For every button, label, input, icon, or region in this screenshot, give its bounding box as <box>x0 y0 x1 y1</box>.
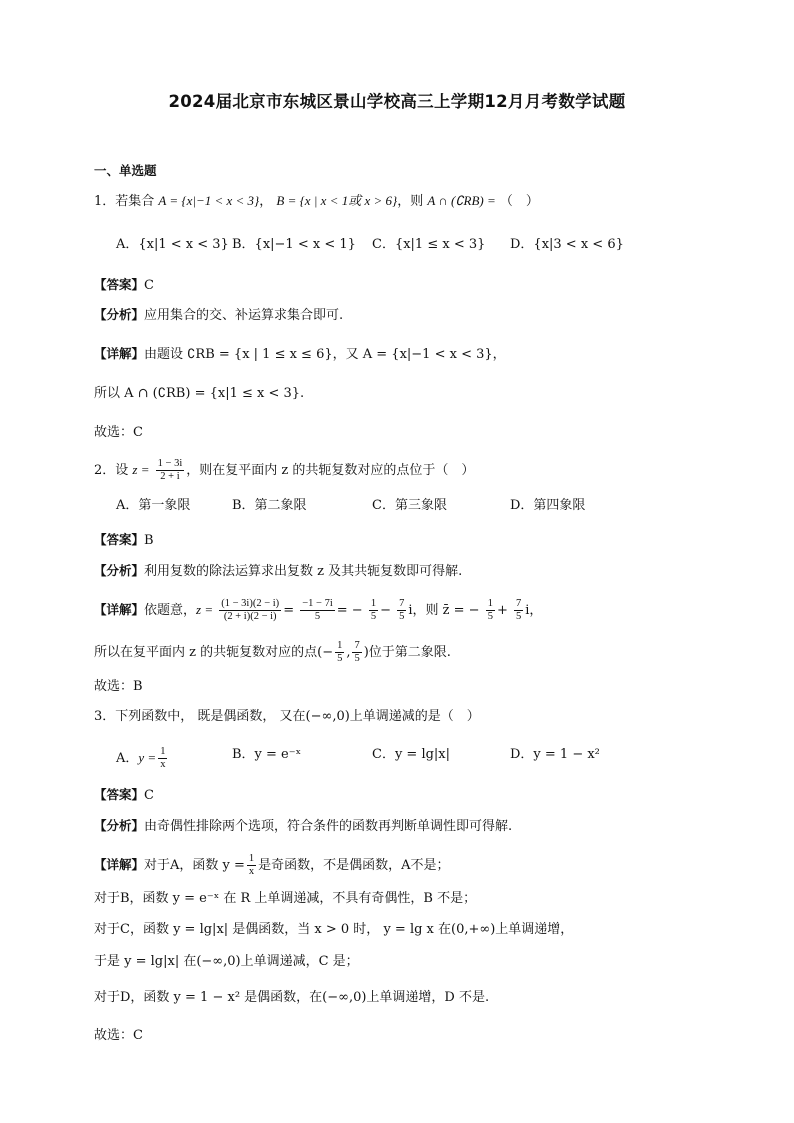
q3-conclusion: 故选：C <box>94 1028 143 1043</box>
q2-analysis <box>94 562 462 581</box>
q2-detail-fraction-1 <box>219 598 281 623</box>
q2-point-comma: , <box>346 645 351 660</box>
q3-option-a-fraction <box>158 746 167 771</box>
detail-text-cont: 是奇函数，不是偶函数，A不是； <box>258 858 450 873</box>
q3-option-c: C．y = lg|x| <box>372 747 451 762</box>
q3-option-b: B．y = e⁻ˣ <box>232 747 302 762</box>
answer-tag: 【答案】 <box>94 787 145 802</box>
minus-sign: − <box>380 603 391 618</box>
q1-detail-line-2: 所以 A ∩ (∁RB) = {x|1 ≤ x < 3}. <box>94 386 305 401</box>
detail-text: 对于A，函数 y = <box>144 858 245 873</box>
q2-option-c: C．第三象限 <box>372 498 447 513</box>
detail-tag: 【详解】 <box>94 346 145 361</box>
fraction-denominator: 5 <box>516 611 522 622</box>
q3-answer <box>94 786 154 805</box>
q1-separator: ， <box>259 194 273 209</box>
answer-value: C <box>144 278 154 293</box>
q3-detail-line-5: 对于D，函数 y = 1 − x² 是偶函数，在(−∞,0)上单调递增，D 不是. <box>94 990 490 1005</box>
q2-stem-suffix: ，则在复平面内 z 的共轭复数对应的点位于（ ） <box>186 463 475 478</box>
answer-tag: 【答案】 <box>94 277 145 292</box>
fraction-numerator: 1 <box>337 640 343 651</box>
q1-stem-suffix: ，则 <box>397 194 424 209</box>
q1-conclusion: 故选：C <box>94 425 143 440</box>
q2-detail-fraction-6 <box>514 598 523 623</box>
q3-analysis <box>94 817 512 836</box>
analysis-text: 由奇偶性排除两个选项，符合条件的函数再判断单调性即可得解. <box>144 819 513 834</box>
q3-option-d: D．y = 1 − x² <box>510 747 600 762</box>
fraction-denominator: 5 <box>354 653 360 664</box>
fraction-numerator: 1 <box>487 598 493 609</box>
fraction-denominator: 5 <box>399 611 405 622</box>
q3-option-a <box>116 746 169 771</box>
section-heading: 一、单选题 <box>94 163 157 178</box>
analysis-text: 利用复数的除法运算求出复数 z 及其共轭复数即可得解. <box>144 564 463 579</box>
q3-detail-line-4: 于是 y = lg|x| 在(−∞,0)上单调递减，C 是； <box>94 954 359 969</box>
option-expression: y = <box>138 750 157 765</box>
fraction-numerator: −1 − 7i <box>302 598 333 609</box>
q1-stem-prefix: 1．若集合 <box>94 194 155 209</box>
answer-value: C <box>144 788 154 803</box>
answer-value: B <box>144 533 154 548</box>
option-label: A． <box>116 751 139 766</box>
q2-detail-line-2 <box>94 640 451 665</box>
q3-detail-line-3: 对于C，函数 y = lg|x| 是偶函数，当 x > 0 时， y = lg x 在(0,+∞)上单调递增， <box>94 922 574 937</box>
q1-analysis <box>94 306 343 325</box>
analysis-text: 应用集合的交、补运算求集合即可. <box>144 308 344 323</box>
plus-sign: + <box>496 603 508 618</box>
question-2-stem <box>94 458 474 483</box>
analysis-tag: 【分析】 <box>94 818 145 833</box>
q3-detail-line-2: 对于B，函数 y = e⁻ˣ 在 R 上单调递减，不具有奇偶性，B 不是； <box>94 891 477 906</box>
q2-detail-fraction-5 <box>486 598 495 623</box>
page-title: 2024届北京市东城区景山学校高三上学期12月月考数学试题 <box>168 92 626 111</box>
fraction-denominator: x <box>160 759 166 770</box>
q2-detail-2-text: 所以在复平面内 z 的共轭复数对应的点 <box>94 645 318 660</box>
q2-z-lhs: z = <box>132 462 150 477</box>
q1-detail <box>94 345 506 364</box>
analysis-tag: 【分析】 <box>94 307 145 322</box>
fraction-numerator: (1 − 3i)(2 − i) <box>221 598 280 609</box>
fraction-numerator: 7 <box>399 598 405 609</box>
q1-expression: A ∩ (∁RB) = <box>427 193 496 208</box>
q1-option-a: A．{x|1 < x < 3} <box>116 237 229 252</box>
fraction-numerator: 7 <box>516 598 522 609</box>
q2-detail-conjugate: i，则 z̄ = − <box>408 603 480 618</box>
q2-fraction <box>156 458 185 483</box>
fraction-denominator: x <box>248 866 255 877</box>
q3-detail <box>94 853 450 878</box>
answer-tag: 【答案】 <box>94 532 145 547</box>
equals-sign: = − <box>336 603 363 618</box>
detail-tag: 【详解】 <box>94 602 145 617</box>
q1-option-d: D．{x|3 < x < 6} <box>510 237 624 252</box>
q3-detail-fraction <box>247 853 256 878</box>
q1-set-a: A = {x|−1 < x < 3} <box>158 193 260 208</box>
fraction-numerator: 7 <box>354 640 360 651</box>
detail-text: 依题意， <box>144 603 197 618</box>
detail-tag: 【详解】 <box>94 857 145 872</box>
fraction-denominator: 5 <box>370 611 377 622</box>
q2-detail-z: z = <box>196 602 214 617</box>
q2-detail-fraction-2 <box>300 598 335 623</box>
fraction-denominator: 5 <box>337 653 343 664</box>
q2-answer <box>94 531 154 550</box>
q2-option-d: D．第四象限 <box>510 498 586 513</box>
q2-option-b: B．第二象限 <box>232 498 307 513</box>
question-1-stem <box>94 192 539 211</box>
analysis-tag: 【分析】 <box>94 563 145 578</box>
detail-text: 由题设 ∁RB = {x | 1 ≤ x ≤ 6}，又 A = {x|−1 < x < 3}， <box>144 347 506 362</box>
q2-conclusion: 故选：B <box>94 679 143 694</box>
q2-point-close: )位于第二象限. <box>363 645 451 660</box>
fraction-numerator: 1 <box>248 853 255 864</box>
q2-option-a: A．第一象限 <box>116 498 191 513</box>
q1-answer-paren: （ ） <box>499 194 539 209</box>
q2-detail-fraction-3 <box>369 598 378 623</box>
q2-fraction-denominator: 2 + i <box>160 471 180 482</box>
q2-stem-prefix: 2．设 <box>94 463 129 478</box>
q2-detail <box>94 598 542 623</box>
q2-detail-fraction-4 <box>397 598 406 623</box>
q2-point-open: (− <box>317 645 334 660</box>
fraction-numerator: 1 <box>370 598 377 609</box>
fraction-numerator: 1 <box>160 746 166 757</box>
q2-point-x <box>335 640 344 665</box>
fraction-denominator: 5 <box>314 611 321 622</box>
q1-option-b: B．{x|−1 < x < 1} <box>232 237 356 252</box>
q2-detail-end: i， <box>525 603 543 618</box>
q2-point-y <box>352 640 361 665</box>
q1-option-c: C．{x|1 ≤ x < 3} <box>372 237 486 252</box>
equals-sign: = <box>283 603 295 618</box>
q1-answer <box>94 276 154 295</box>
q1-set-b: B = {x | x < 1或 x > 6} <box>276 193 398 208</box>
q2-fraction-numerator: 1 − 3i <box>157 458 183 469</box>
fraction-denominator: (2 + i)(2 − i) <box>223 611 277 622</box>
question-3-stem: 3．下列函数中， 既是偶函数， 又在(−∞,0)上单调递减的是（ ） <box>94 709 480 724</box>
fraction-denominator: 5 <box>487 611 493 622</box>
